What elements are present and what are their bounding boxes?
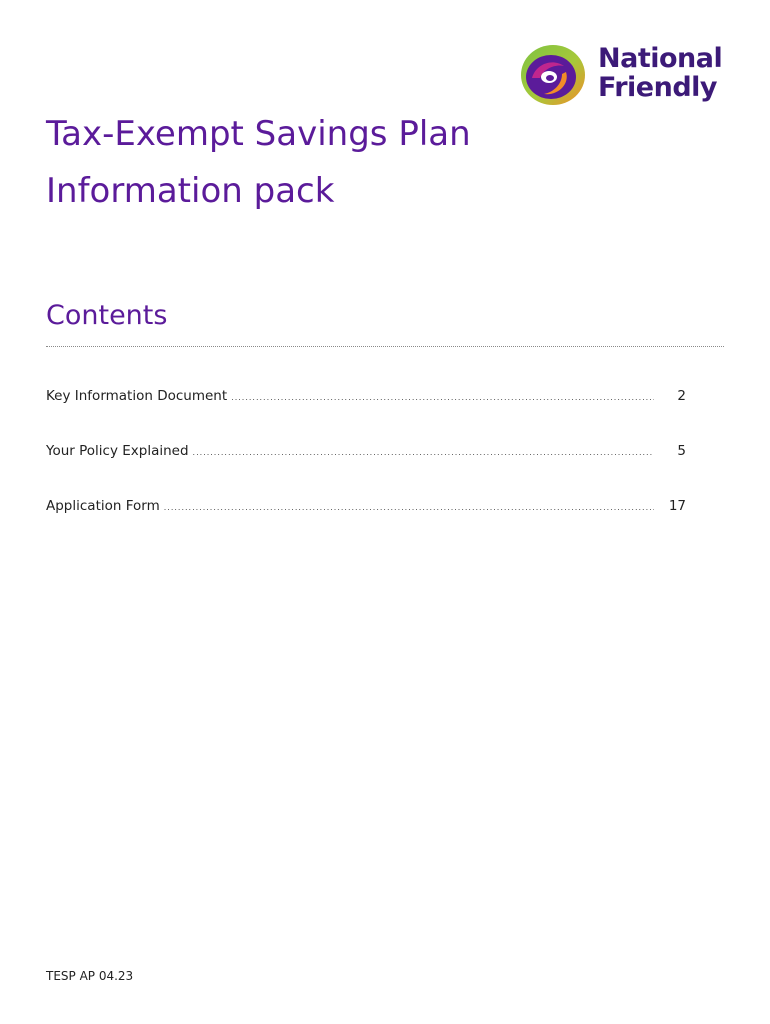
document-reference-code: TESP AP 04.23 [46, 969, 134, 983]
national-friendly-logo-icon [518, 42, 588, 108]
toc-item-key-information-document[interactable] [46, 388, 686, 443]
toc-item-page: 17 [668, 498, 686, 514]
brand-name-line1: National [598, 43, 723, 74]
toc-item-page: 5 [677, 443, 686, 459]
toc-leader-dots [164, 503, 654, 512]
toc-item-page: 2 [677, 388, 686, 404]
document-title-line1: Tax-Exempt Savings Plan [46, 114, 471, 154]
document-title [46, 106, 471, 220]
toc-item-application-form[interactable] [46, 498, 686, 553]
brand-logo [518, 42, 728, 110]
contents-heading: Contents [46, 300, 168, 331]
toc-item-label: Application Form [46, 498, 160, 514]
contents-divider [46, 346, 724, 347]
brand-name [598, 44, 722, 102]
brand-name-line2: Friendly [598, 72, 718, 103]
table-of-contents [46, 388, 686, 553]
document-title-line2: Information pack [46, 171, 335, 211]
toc-leader-dots [193, 448, 654, 457]
toc-item-label: Your Policy Explained [46, 443, 189, 459]
toc-item-label: Key Information Document [46, 388, 228, 404]
toc-item-your-policy-explained[interactable] [46, 443, 686, 498]
toc-leader-dots [231, 393, 654, 402]
